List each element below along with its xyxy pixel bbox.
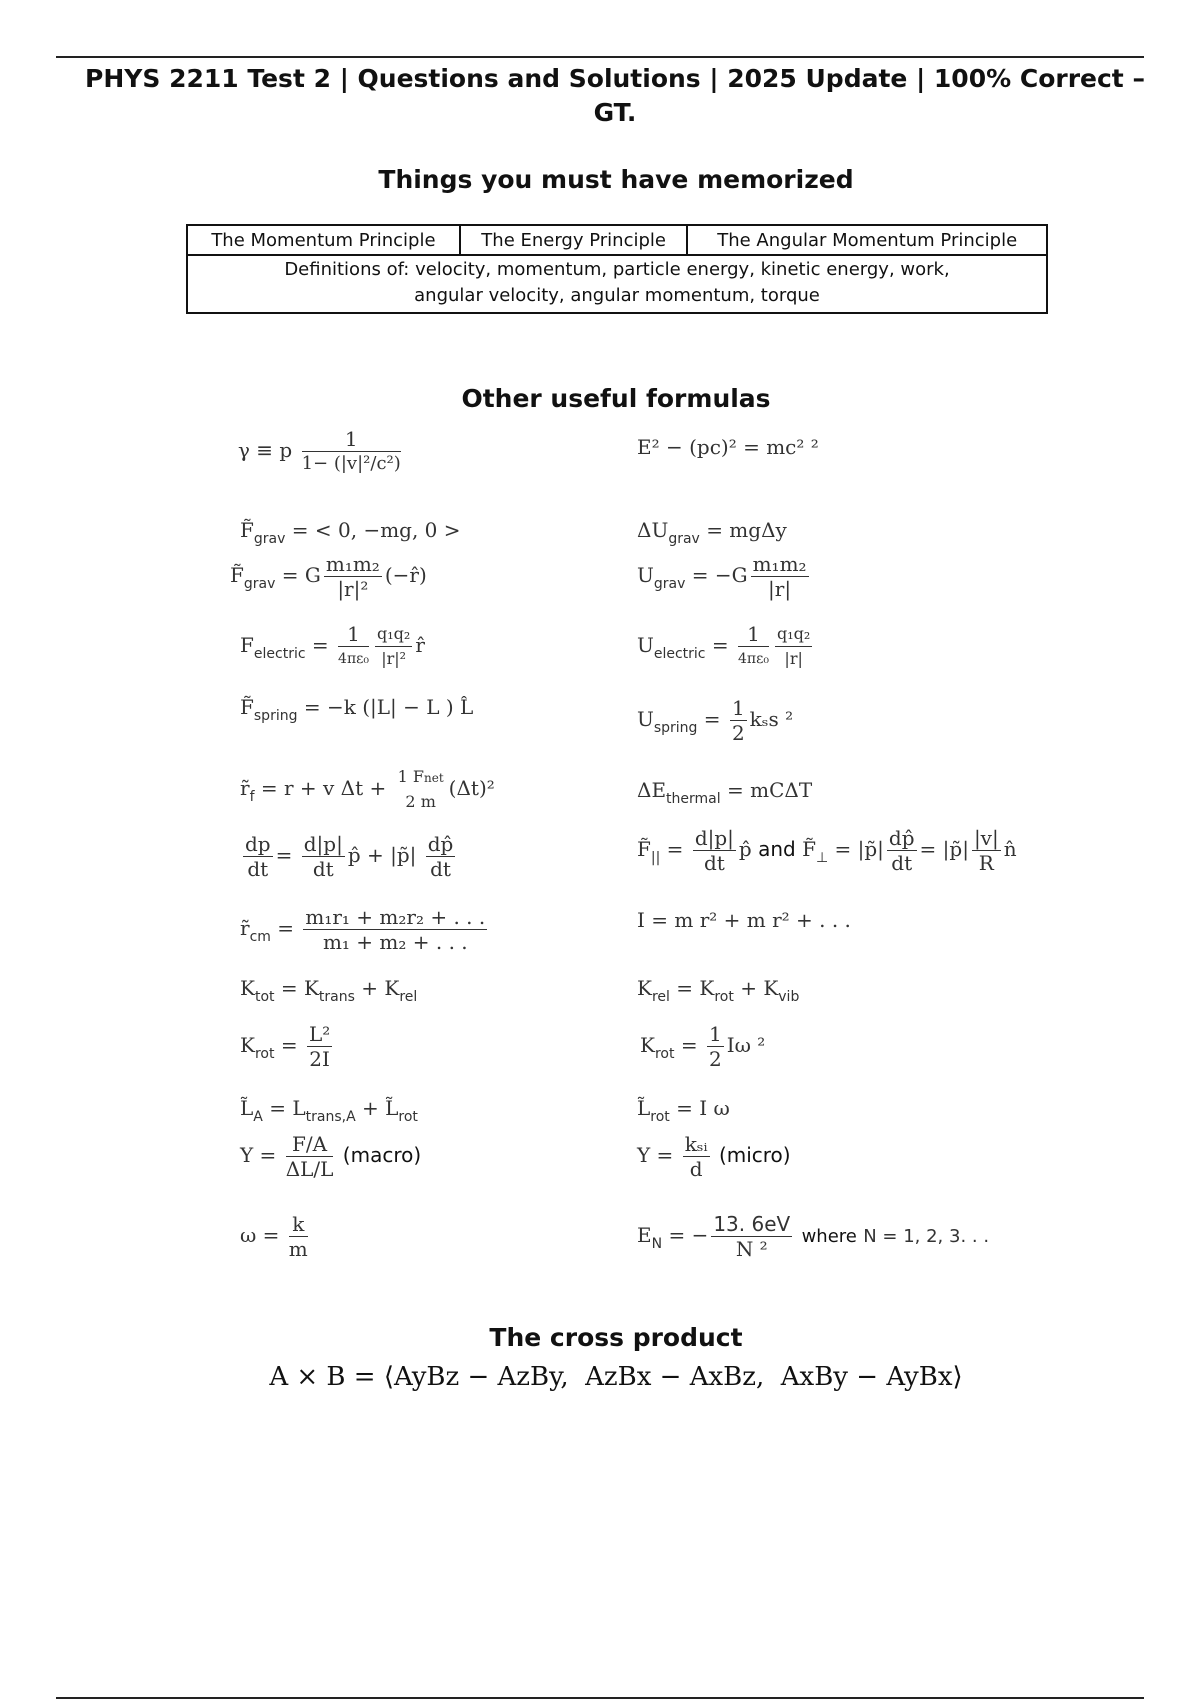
heading-memorized: Things you must have memorized bbox=[378, 165, 854, 194]
formula-position-update: $r̃_f = r + v$ Δt + 1 Fnet 2 m (Δt)² bbox=[240, 767, 495, 811]
cell-angular-momentum-principle: The Angular Momentum Principle bbox=[687, 225, 1047, 255]
definitions-line-2: angular velocity, angular momentum, torque bbox=[414, 285, 820, 306]
formula-fgrav-near-earth: $F̃_{grav}$ = < 0, −mg, 0 > bbox=[240, 518, 461, 547]
cell-energy-principle: The Energy Principle bbox=[460, 225, 688, 255]
definitions-line-1: Definitions of: velocity, momentum, particle energy, kinetic energy, work, bbox=[284, 259, 950, 280]
cell-momentum-principle: The Momentum Principle bbox=[187, 225, 460, 255]
heading-cross-product: The cross product bbox=[489, 1323, 743, 1352]
formula-k-rel: $K_{rel} = K_{rot} + K_{vib}$ bbox=[637, 976, 800, 1005]
formula-u-spring: $U_{spring}$ = $\frac{1}{2}$ kₛs ² bbox=[637, 696, 794, 745]
formula-r-cm: $r̃_{cm}$ = $\frac{\text{m₁r₁ + m₂r₂ + . . .}}{\text{m₁ + m₂ + . . .}}$ bbox=[240, 905, 486, 954]
top-rule bbox=[56, 56, 1144, 58]
formula-hydrogen-energy: $E_N$ = − $\frac{13. 6eV}{\text{N ²}}$ where N = 1, 2, 3. . . bbox=[637, 1212, 990, 1261]
formula-f-electric: $F_{electric}$ = 1 4πε₀ $\frac{\text{q₁q₂}}{\text{|r|²}}$ r̂ bbox=[240, 622, 425, 668]
formula-gamma: γ ≡ p $\frac{1}{\text{1− (|v|²/c²)}}$ bbox=[238, 427, 401, 474]
memorize-table bbox=[186, 224, 1048, 314]
cell-definitions bbox=[187, 255, 1047, 313]
formula-u-grav: $U_{grav} = -G$ $\frac{\text{m₁m₂}}{|r|}$ bbox=[637, 552, 807, 601]
formula-dpdt: $\frac{dp}{dt}$ = $\frac{d|p|}{dt}$ p̂ + |p̃| $\frac{dp̂}{dt}$ bbox=[245, 832, 454, 881]
formula-moment-of-inertia: I = m r² + m r² + . . . bbox=[637, 908, 851, 932]
heading-other-formulas: Other useful formulas bbox=[461, 384, 771, 413]
formula-L-rot: $L̃_{rot} = I$ ω bbox=[637, 1096, 730, 1125]
formula-delta-e-thermal: $\Delta E_{thermal} = mC\Delta T$ bbox=[637, 778, 813, 807]
formula-k-rot-L: $K_{rot}$ = $\frac{\text{L²}}{2I}$ bbox=[240, 1022, 331, 1071]
formula-k-tot: $K_{tot} = K_{trans} + K_{rel}$ bbox=[240, 976, 418, 1005]
formula-f-parallel-perp: $F̃_{||}$ = $\frac{d|p|}{dt}$ p̂ and $F̃_\perp$ = |p̃| $\frac{dp̂}{dt}$ = |p̃| $\frac{|v|}{R}$ n̂ bbox=[637, 826, 1017, 875]
formula-energy-momentum: E² − (pc)² = mc² ² bbox=[637, 435, 819, 459]
formula-f-spring: $F̃_{spring} = -k$ (|L| − L ) L̂ bbox=[240, 695, 474, 724]
formula-cross-product: A × B = ⟨AyBz − AzBy, AzBx − AxBz, AxBy − AyBx⟩ bbox=[269, 1362, 963, 1392]
document-title: PHYS 2211 Test 2 | Questions and Solutions | 2025 Update | 100% Correct – GT. bbox=[85, 64, 1145, 127]
formula-u-electric: $U_{electric}$ = 1 4πε₀ $\frac{\text{q₁q₂}}{|r|}$ bbox=[637, 622, 811, 668]
formula-young-macro: Y = $\frac{F/A}{\Delta L/L}$ (macro) bbox=[240, 1132, 422, 1181]
formula-young-micro: Y = kₛᵢ d (micro) bbox=[637, 1132, 791, 1181]
formula-fgrav-universal: $F̃_{grav} = G$ $\frac{\text{m₁m₂}}{\text{|r|²}}$ (−r̂) bbox=[230, 552, 427, 601]
formula-k-rot-omega: $K_{rot}$ = $\frac{1}{2}$ Iω ² bbox=[640, 1022, 766, 1071]
formula-L-A: $L̃_A = L_{trans,A}$ + $L̃_{rot}$ bbox=[240, 1096, 418, 1125]
bottom-rule bbox=[56, 1697, 1144, 1699]
formula-omega: ω = $\frac{k}{m}$ bbox=[240, 1212, 308, 1261]
formula-delta-u-grav: $\Delta U_{grav} = mg\Delta y$ bbox=[637, 518, 787, 547]
